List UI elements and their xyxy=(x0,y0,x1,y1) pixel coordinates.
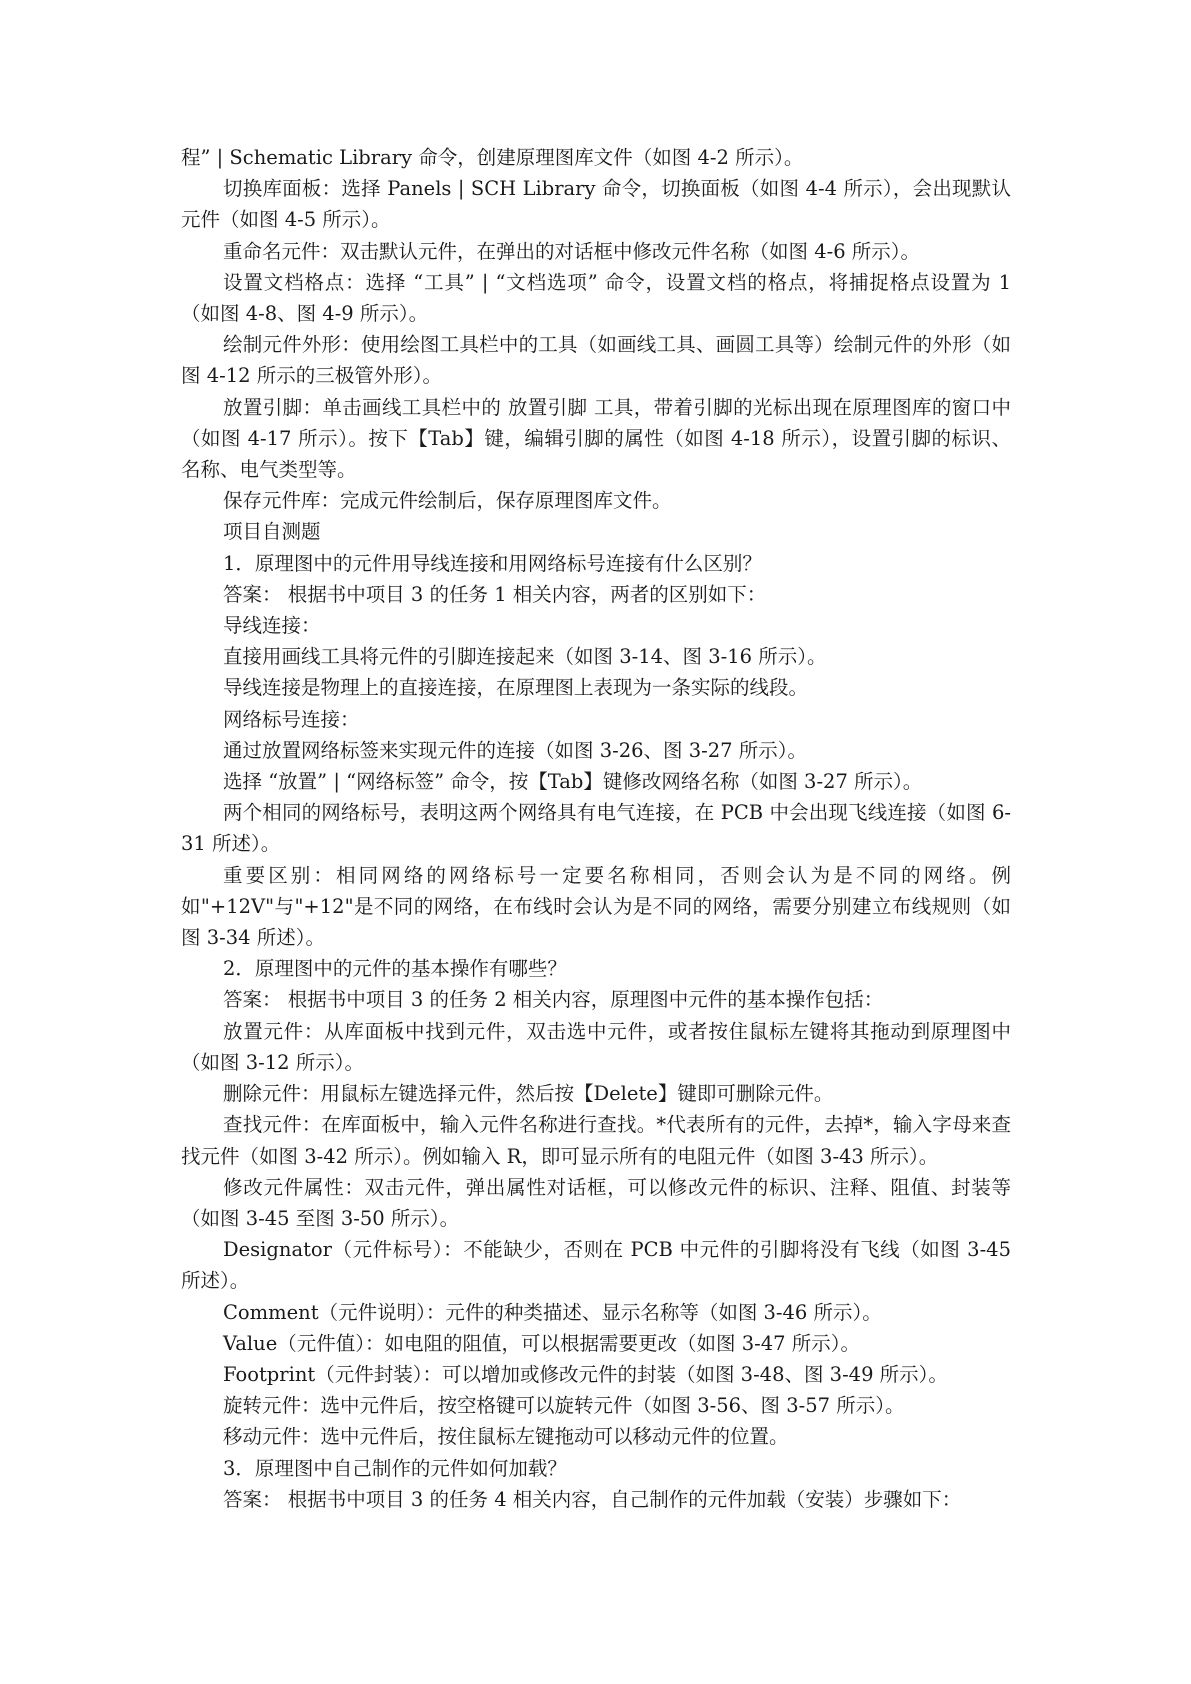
paragraph: 直接用画线工具将元件的引脚连接起来（如图 3-14、图 3-16 所示）。 xyxy=(223,645,827,669)
paragraph: Value（元件值）：如电阻的阻值，可以根据需要更改（如图 3-47 所示）。 xyxy=(223,1331,860,1355)
question: 2．原理图中的元件的基本操作有哪些？ xyxy=(223,957,567,981)
paragraph: 删除元件：用鼠标左键选择元件，然后按【Delete】键即可删除元件。 xyxy=(223,1082,834,1106)
paragraph: 放置元件：从库面板中找到元件，双击选中元件，或者按住鼠标左键将其拖动到原理图中（如图 3-12 所示）。 xyxy=(181,1019,1011,1074)
answer: 答案： 根据书中项目 3 的任务 2 相关内容，原理图中元件的基本操作包括： xyxy=(223,988,884,1012)
answer: 答案： 根据书中项目 3 的任务 1 相关内容，两者的区别如下： xyxy=(223,582,767,606)
question: 3．原理图中自己制作的元件如何加载？ xyxy=(223,1456,567,1480)
section-heading: 项目自测题 xyxy=(223,520,321,544)
paragraph: 设置文档格点：选择 “工具” | “文档选项” 命令，设置文档的格点，将捕捉格点设置为 1（如图 4-8、图 4-9 所示）。 xyxy=(181,270,1011,326)
paragraph: 导线连接： xyxy=(223,614,321,638)
paragraph: 重命名元件：双击默认元件，在弹出的对话框中修改元件名称（如图 4-6 所示）。 xyxy=(223,239,921,263)
paragraph: 切换库面板：选择 Panels | SCH Library 命令，切换面板（如图 4-4 所示），会出现默认元件（如图 4-5 所示）。 xyxy=(181,177,1011,232)
paragraph: Comment（元件说明）：元件的种类描述、显示名称等（如图 3-46 所示）。 xyxy=(223,1300,882,1324)
paragraph: Footprint（元件封装）：可以增加或修改元件的封装（如图 3-48、图 3-49 所示）。 xyxy=(223,1362,948,1386)
paragraph: 程” | Schematic Library 命令，创建原理图库文件（如图 4-2 所示）。 xyxy=(181,146,804,169)
paragraph: 绘制元件外形：使用绘图工具栏中的工具（如画线工具、画圆工具等）绘制元件的外形（如图 4-12 所示的三极管外形）。 xyxy=(181,333,1011,388)
paragraph: 网络标号连接： xyxy=(223,707,360,731)
paragraph: 重要区别：相同网络的网络标号一定要名称相同，否则会认为是不同的网络。例如"+12V"与"+12"是不同的网络，在布线时会认为是不同的网络，需要分别建立布线规则（如图 3-34 所述）。 xyxy=(181,863,1011,950)
answer: 答案： 根据书中项目 3 的任务 4 相关内容，自己制作的元件加载（安装）步骤如下： xyxy=(223,1487,962,1511)
paragraph: 移动元件：选中元件后，按住鼠标左键拖动可以移动元件的位置。 xyxy=(223,1425,789,1449)
question: 1．原理图中的元件用导线连接和用网络标号连接有什么区别？ xyxy=(223,551,762,575)
paragraph: 放置引脚：单击画线工具栏中的 放置引脚 工具，带着引脚的光标出现在原理图库的窗口中（如图 4-17 所示）。按下【Tab】键，编辑引脚的属性（如图 4-18 所示），设置引脚的标识、名称、电气类型等。 xyxy=(181,395,1011,482)
paragraph: 导线连接是物理上的直接连接，在原理图上表现为一条实际的线段。 xyxy=(223,676,809,700)
paragraph: Designator（元件标号）：不能缺少，否则在 PCB 中元件的引脚将没有飞线（如图 3-45 所述）。 xyxy=(181,1238,1011,1293)
paragraph: 选择 “放置” | “网络标签” 命令，按【Tab】键修改网络名称（如图 3-27 所示）。 xyxy=(223,770,923,794)
paragraph: 旋转元件：选中元件后，按空格键可以旋转元件（如图 3-56、图 3-57 所示）。 xyxy=(223,1394,905,1418)
paragraph: 通过放置网络标签来实现元件的连接（如图 3-26、图 3-27 所示）。 xyxy=(223,738,807,762)
paragraph: 两个相同的网络标号，表明这两个网络具有电气连接，在 PCB 中会出现飞线连接（如图 6-31 所述）。 xyxy=(181,801,1011,856)
document-page xyxy=(181,142,1011,1515)
paragraph: 保存元件库：完成元件绘制后，保存原理图库文件。 xyxy=(223,489,672,513)
paragraph: 查找元件：在库面板中，输入元件名称进行查找。*代表所有的元件，去掉*，输入字母来查找元件（如图 3-42 所示）。例如输入 R，即可显示所有的电阻元件（如图 3-43 所示）。 xyxy=(181,1113,1011,1168)
paragraph: 修改元件属性：双击元件，弹出属性对话框，可以修改元件的标识、注释、阻值、封装等（如图 3-45 至图 3-50 所示）。 xyxy=(181,1175,1011,1230)
